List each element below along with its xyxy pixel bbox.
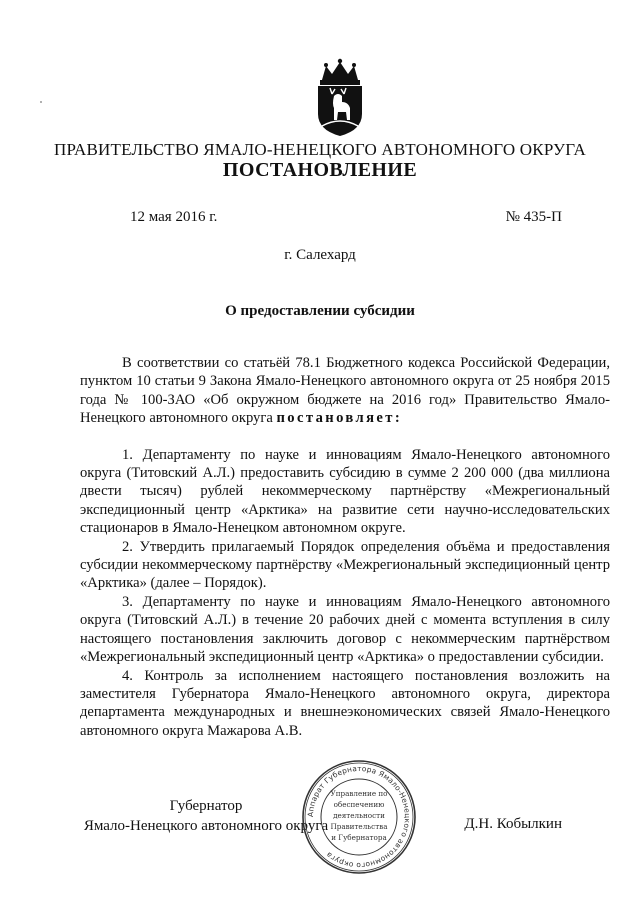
list-item: 4. Контроль за исполнением настоящего постановления возложить на заместителя Губернатора Ямало-Ненецкого автономного округа, директора департамента международных и внешнеэкономических связей Ямало-Ненецкого автономного округа Мажарова А.В. [80,667,610,739]
document-number: № 435-П [505,209,562,225]
preamble-paragraph [80,354,610,428]
signature-position-line1: Губернатор [169,798,243,814]
stamp-ring-text: Аппарат Губернатора Ямало-Ненецкого автономного округа [305,763,413,871]
official-stamp [300,758,418,876]
document-subject: О предоставлении субсидии [225,303,415,319]
signature-position [80,796,332,836]
signatory-name: Д.Н. Кобылкин [464,816,562,832]
list-item: 3. Департаменту по науке и инновациям Ямало-Ненецкого автономного округа (Титовский А.Л.) в течение 20 рабочих дней с момента вступления в силу настоящего постановления заключить договор с некоммерческим партнёрством «Межрегиональный экспедиционный центр «Арктика» о предоставлении субсидии. [80,593,610,666]
government-title: ПРАВИТЕЛЬСТВО ЯМАЛО-НЕНЕЦКОГО АВТОНОМНОГО ОКРУГА [54,140,586,159]
document-type-title: ПОСТАНОВЛЕНИЕ [222,159,418,181]
coat-of-arms-emblem [308,58,372,138]
stamp-line: Управление по [330,789,388,798]
document-date: 12 мая 2016 г. [130,209,218,225]
stamp-line: обеспечению [333,800,385,809]
document-city: г. Салехард [284,247,356,263]
decree-word: постановляет: [276,410,403,427]
preamble-text: В соответствии со статьёй 78.1 Бюджетного кодекса Российской Федерации, пунктом 10 статьи 9 Закона Ямало-Ненецкого автономного округа от 25 ноября 2015 года № 100-ЗАО «Об окружном бюджете на 2016 год» Правительство Ямало-Ненецкого автономного округа [80,355,610,427]
list-item: 1. Департаменту по науке и инновациям Ямало-Ненецкого автономного округа (Титовский А.Л.) предоставить субсидию в сумме 2 200 000 (два миллиона двести тысяч) рублей некоммерческому партнёрству «Межрегиональный экспедиционный центр «Арктика» на развитие сети научно-исследовательских стационаров в Ямало-Ненецком автономном округе. [80,446,610,537]
stamp-line: Правительства [330,822,388,831]
signature-position-line2: Ямало-Ненецкого автономного округа [83,818,329,834]
scan-speck [40,101,42,103]
stamp-line: и Губернатора [331,833,387,842]
list-item: 2. Утвердить прилагаемый Порядок определения объёма и предоставления субсидии некоммерческому партнёрству «Межрегиональный экспедиционный центр «Арктика» (далее – Порядок). [80,538,610,592]
document-body [80,354,610,740]
stamp-line: деятельности [333,811,385,820]
